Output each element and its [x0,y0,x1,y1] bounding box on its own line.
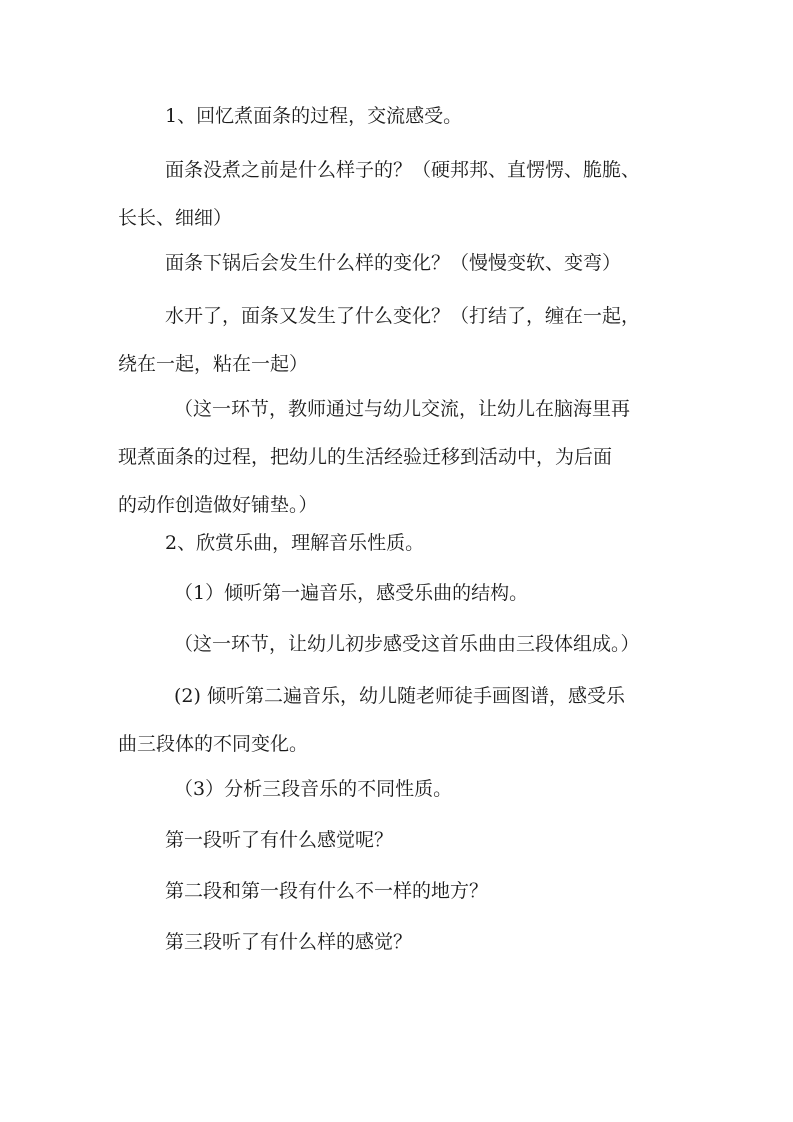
text-line: 2、欣赏乐曲，理解音乐性质。 [165,532,425,554]
paragraph-question-in-pot [118,239,678,287]
text-line: 第一段听了有什么感觉呢？ [165,829,394,851]
paragraph-question-before-cooking [118,146,678,242]
text-line: 面条没煮之前是什么样子的？（硬邦邦、直愣愣、脆脆、 [165,159,641,181]
paragraph-substep-2 [118,672,678,768]
paragraph-substep-3 [118,765,678,813]
text-line: 第二段和第一段有什么不一样的地方？ [165,880,489,902]
paragraph-question-section-2 [118,867,678,915]
text-line: 现煮面条的过程，把幼儿的生活经验迁移到活动中，为后面 [118,446,613,468]
paragraph-step-1-heading [118,92,678,140]
paragraph-substep-1 [118,569,678,617]
text-line: （这一环节，让幼儿初步感受这首乐曲由三段体组成。） [174,633,640,655]
text-line: 1、回忆煮面条的过程，交流感受。 [165,105,463,127]
text-line: （这一环节，教师通过与幼儿交流，让幼儿在脑海里再 [174,398,631,420]
text-line: 曲三段体的不同变化。 [118,733,309,755]
paragraph-note-1 [118,385,678,529]
text-line: 面条下锅后会发生什么样的变化？（慢慢变软、变弯） [165,252,622,274]
text-line: （3）分析三段音乐的不同性质。 [174,778,453,800]
text-line: 第三段听了有什么样的感觉？ [165,931,413,953]
paragraph-question-section-1 [118,816,678,864]
paragraph-question-water-boils [118,292,678,388]
paragraph-step-2-heading [118,519,678,567]
text-line: 的动作创造做好铺垫。） [118,494,318,516]
paragraph-question-section-3 [118,918,678,966]
paragraph-note-2 [118,620,678,668]
text-line: 长长、细细） [118,207,233,229]
text-line: 水开了，面条又发生了什么变化？（打结了，缠在一起， [165,305,641,327]
text-line: (2) 倾听第二遍音乐，幼儿随老师徒手画图谱，感受乐 [174,685,625,707]
text-line: 绕在一起，粘在一起） [118,353,309,375]
text-line: （1）倾听第一遍音乐，感受乐曲的结构。 [174,582,529,604]
